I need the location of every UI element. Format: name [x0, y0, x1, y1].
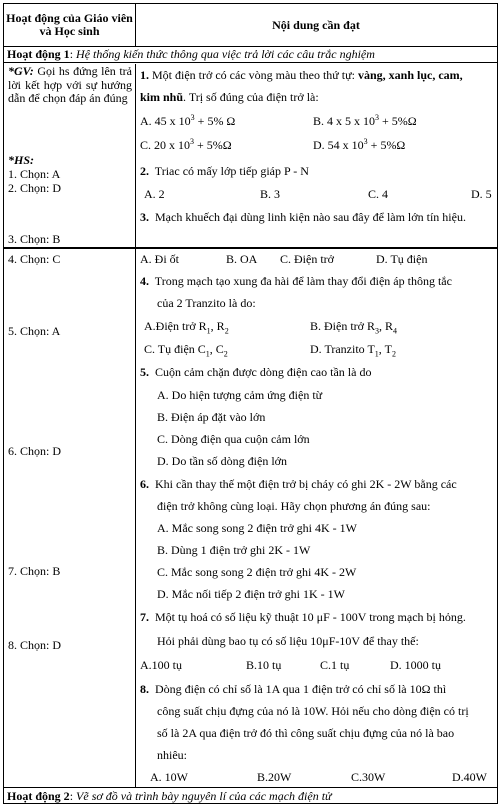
q6-option-c: C. Mắc song song 2 điện trở ghi 4K - 2W — [157, 565, 357, 579]
q5-option-c: C. Dòng điện qua cuộn cảm lớn — [157, 432, 310, 446]
q7-option-c: C.1 tụ — [320, 658, 350, 672]
question-1: 1. Một điện trở có các vòng màu theo thứ tự: vàng, xanh lục, cam, — [140, 68, 463, 82]
q5-option-b: B. Điện áp đặt vào lớn — [157, 410, 266, 424]
q8-option-d: D.40W — [452, 770, 487, 784]
question-8-line-2: công suất chịu đựng của nó là 10W. Hỏi nếu cho dòng điện có trị — [157, 704, 469, 718]
column-divider — [135, 761, 136, 787]
question-3: 3. Mạch khuếch đại dùng linh kiện nào sau đây để làm lớn tín hiệu. — [140, 210, 466, 224]
q3-option-d: D. Tụ điện — [376, 252, 428, 266]
q6-option-a: A. Mắc song song 2 điện trở ghi 4K - 1W — [157, 521, 357, 535]
header-content-column: Nội dung cần đạt — [272, 17, 360, 32]
gv-label: *GV: — [8, 64, 34, 78]
gv-text: Gọi hs đứng lên trả lời kết hợp với sự hướng dẫn để chọn đáp án đúng — [8, 64, 132, 105]
q2-option-a: A. 2 — [144, 187, 165, 201]
q2-option-d: D. 5 — [471, 187, 492, 201]
question-4: 4. Trong mạch tạo xung đa hài để làm thay đổi điện áp thông tắc — [140, 274, 452, 288]
q8-option-a: A. 10W — [150, 770, 188, 784]
activity-1-row: Hoạt động 1: Hệ thống kiến thức thông qua việc trả lời các câu trắc nghiệm — [4, 46, 497, 63]
q8-option-b: B.20W — [257, 770, 292, 784]
question-8-line-4: nhiêu: — [157, 748, 187, 762]
column-divider — [135, 64, 136, 247]
activity-1-title: Hệ thống kiến thức thông qua việc trả lời các câu trắc nghiệm — [76, 47, 375, 61]
hs-label: *HS: — [8, 153, 35, 167]
answer-5: 5. Chọn: A — [8, 324, 61, 338]
q1-option-b: B. 4 x 5 x $10^3 + 5\%\Omega$ — [313, 113, 417, 128]
q5-option-d: D. Do tần số dòng điện lớn — [157, 454, 288, 468]
question-5: 5. Cuộn cảm chặn được dòng điện cao tần là do — [140, 365, 372, 379]
header-activity-column: Hoạt động của Giáo viên và Học sinh — [4, 4, 136, 46]
question-1-cont: kim nhũ. Trị số đúng của điện trở là: — [140, 90, 319, 104]
q2-option-b: B. 3 — [260, 187, 281, 201]
q5-option-a: A. Do hiện tượng cảm ứng điện từ — [157, 388, 323, 402]
answer-1: 1. Chọn: A — [8, 167, 61, 181]
q1-option-d: D. 54 x $10^3 + 5\%\Omega$ — [313, 137, 406, 152]
q7-option-a: A.100 tụ — [140, 658, 182, 672]
activity-2-title: Vẽ sơ đồ và trình bày nguyên lí của các mạch điện tử — [76, 789, 332, 803]
activity-1-label: Hoạt động 1 — [7, 47, 70, 61]
activity-2-row: Hoạt động 2: Vẽ sơ đồ và trình bày nguyên lí của các mạch điện tử — [7, 789, 332, 803]
q4-option-b: B. Điện trở $R_3$, $R_4$ — [310, 319, 398, 336]
section-divider — [4, 247, 497, 249]
q1-option-a: A. 45 x $10^3 + 5\%$ Ω — [140, 113, 236, 128]
q3-option-c: C. Điện trở — [280, 252, 335, 266]
q6-option-b: B. Dùng 1 điện trở ghi 2K - 1W — [157, 543, 311, 557]
answer-6: 6. Chọn: D — [8, 444, 62, 458]
answer-8: 8. Chọn: D — [8, 638, 62, 652]
q3-option-b: B. OA — [226, 252, 258, 266]
q2-option-c: C. 4 — [368, 187, 389, 201]
q8-option-c: C.30W — [351, 770, 386, 784]
teacher-instruction — [8, 65, 132, 106]
answer-7: 7. Chọn: B — [8, 564, 61, 578]
q1-option-c: C. 20 x $10^3 + 5\%\Omega$ — [140, 137, 232, 152]
table-header-row — [4, 4, 497, 47]
q7-option-d: D. 1000 tụ — [390, 658, 441, 672]
question-4-cont: của 2 Tranzito là do: — [157, 296, 256, 310]
q4-option-a: A.Điện trở $R_1$, $R_2$ — [144, 319, 229, 336]
answer-4: 4. Chọn: C — [8, 252, 61, 266]
q3-option-a: A. Đi ốt — [140, 252, 179, 266]
q7-option-b: B.10 tụ — [246, 658, 282, 672]
question-7-cont: Hỏi phải dùng bao tụ có số liệu 10μF-10V để thay thế: — [157, 634, 419, 648]
question-8: 8. Dòng điện có chỉ số là 1A qua 1 điện trở có chỉ số là 10Ω thì — [140, 682, 447, 696]
question-6-cont: điện trở không cùng loại. Hãy chọn phương án đúng sau: — [157, 499, 431, 513]
lesson-table — [3, 3, 498, 804]
question-8-line-3: số là 2A qua điện trở đó thì công suất chịu đựng của nó là bao — [157, 726, 455, 740]
activity-2-label: Hoạt động 2 — [7, 789, 70, 803]
question-7: 7. Một tụ hoá có số liệu kỹ thuật 10 μF - 100V trong mạch bị hỏng. — [140, 610, 466, 624]
q4-option-c: C. Tụ điện $C_1$, $C_2$ — [144, 342, 228, 359]
question-6: 6. Khi cần thay thế một điện trở bị cháy có ghi 2K - 2W bằng các — [140, 477, 457, 491]
question-2: 2. Triac có mấy lớp tiếp giáp P - N — [140, 164, 309, 178]
q4-option-d: D. Tranzito $T_1$, $T_2$ — [310, 342, 396, 359]
q6-option-d: D. Mắc nối tiếp 2 điện trở ghi 1K - 1W — [157, 587, 345, 601]
answer-2: 2. Chọn: D — [8, 181, 62, 195]
answer-3: 3. Chọn: B — [8, 232, 61, 246]
column-divider — [135, 249, 136, 761]
